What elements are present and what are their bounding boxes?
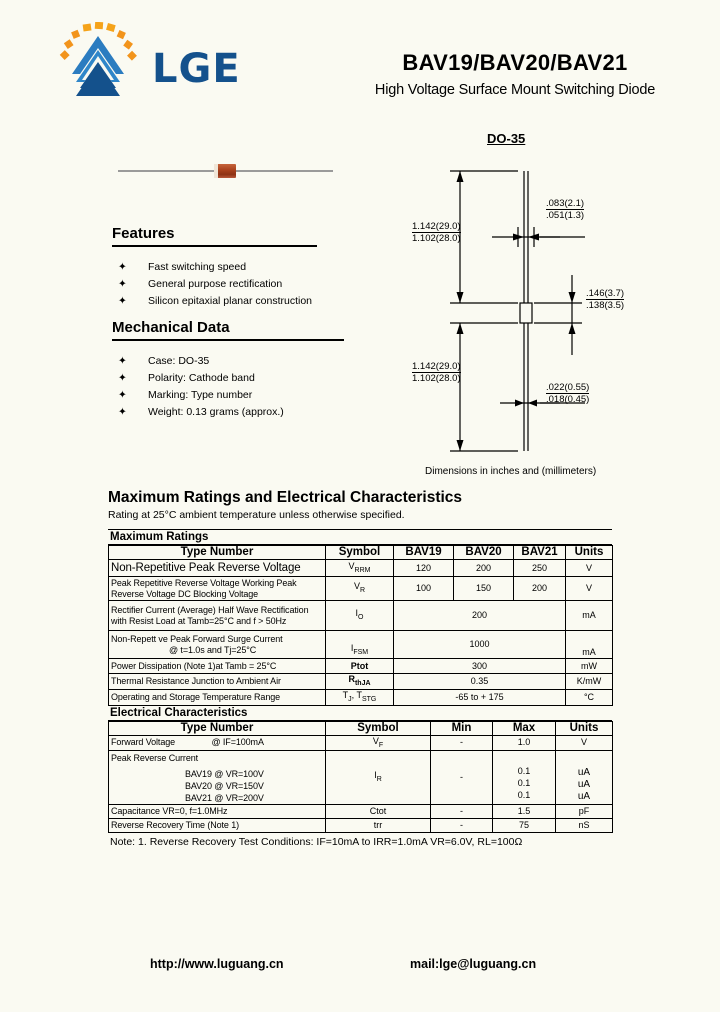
package-label: DO-35 — [487, 131, 526, 146]
title-block — [320, 50, 710, 98]
cell-symbol: $I_{FSM}$ — [326, 631, 394, 659]
diamond-bullet-icon: ✦ — [118, 261, 127, 273]
table-header-row — [109, 546, 613, 560]
mechanical-list — [112, 354, 344, 420]
cell-symbol: $I_R$ — [326, 751, 431, 805]
cell-value: 300 — [394, 659, 566, 674]
col-max: Max — [493, 721, 556, 735]
features-rule — [112, 245, 317, 247]
footnote: Note: 1. Reverse Recovery Test Conditions: IF=10mA to IRR=1.0mA VR=6.0V, RL=100Ω — [110, 836, 523, 848]
cell-description: Operating and Storage Temperature Range — [109, 689, 326, 705]
cell-description: Capacitance VR=0, f=1.0MHz — [109, 805, 326, 819]
list-item — [112, 260, 327, 275]
dimension-lead-length-bottom: 1.142(29.0) 1.102(28.0) — [412, 361, 461, 384]
col-min: Min — [431, 721, 493, 735]
diode-photo — [118, 163, 333, 179]
website-link[interactable]: http://www.luguang.cn — [150, 957, 284, 971]
list-item — [112, 405, 344, 420]
cell-value: -65 to + 175 — [394, 689, 566, 705]
page-header — [0, 0, 720, 112]
col-bav21: BAV21 — [514, 546, 566, 560]
dimension-lead-diameter: .022(0.55) .018(0.45) — [546, 382, 590, 405]
list-item-label: Weight: 0.13 grams (approx.) — [148, 406, 284, 418]
col-bav19: BAV19 — [394, 546, 454, 560]
cell-description: Peak Repetitive Reverse Voltage Working Peak Reverse Voltage DC Blocking Voltage — [109, 577, 326, 601]
col-symbol: Symbol — [326, 546, 394, 560]
table-row — [109, 659, 613, 674]
cell-bav21: 250 — [514, 560, 566, 577]
cell-description: Non-Repett ve Peak Forward Surge Current @ t=1.0s and Tj=25°C — [109, 631, 326, 659]
table-row — [109, 560, 613, 577]
dimension-lead-length-top: 1.142(29.0) 1.102(28.0) — [412, 221, 461, 244]
cell-description — [109, 751, 326, 805]
cell-condition: BAV20 @ VR=150V — [185, 781, 264, 792]
diamond-bullet-icon: ✦ — [118, 406, 127, 418]
list-item-label: Fast switching speed — [148, 261, 247, 273]
diamond-bullet-icon: ✦ — [118, 295, 127, 307]
cell-condition: @ IF=100mA — [211, 737, 264, 748]
col-bav20: BAV20 — [454, 546, 514, 560]
cell-description: Power Dissipation (Note 1)at Tamb = 25°C — [109, 659, 326, 674]
cell-symbol: Ctot — [326, 805, 431, 819]
cell-units: mW — [566, 659, 613, 674]
max-ratings-table — [108, 545, 613, 706]
cell-desc-text: Forward Voltage — [111, 737, 176, 748]
cathode-band-icon — [214, 164, 218, 178]
list-item-label: Case: DO-35 — [148, 355, 210, 367]
list-item-label: General purpose rectification — [148, 278, 283, 290]
cell-symbol: Ptot — [326, 659, 394, 674]
cell-units: mA — [566, 631, 613, 659]
cell-value: 1000 — [394, 631, 566, 659]
table-row — [109, 805, 613, 819]
part-description: High Voltage Surface Mount Switching Diode — [374, 82, 656, 99]
part-numbers: BAV19/BAV20/BAV21 — [402, 50, 628, 75]
list-item — [112, 294, 327, 309]
ratings-tables — [108, 529, 612, 833]
cell-condition: BAV19 @ VR=100V — [185, 769, 264, 780]
cell-description: Rectifier Current (Average) Half Wave Rectification with Resist Load at Tamb=25°C and f > 50Hz — [109, 601, 326, 631]
list-item — [112, 371, 344, 386]
cell-condition: BAV21 @ VR=200V — [185, 793, 264, 804]
cell-min: - — [431, 805, 493, 819]
table-row — [109, 631, 613, 659]
mechanical-heading: Mechanical Data — [112, 319, 230, 336]
cell-max: 1.0 — [493, 735, 556, 751]
cell-units: uA uA uA — [556, 751, 613, 805]
email-link[interactable]: mail:lge@luguang.cn — [410, 957, 537, 971]
cell-units: V — [556, 735, 613, 751]
cell-max: 0.1 0.1 0.1 — [493, 751, 556, 805]
cell-description: Reverse Recovery Time (Note 1) — [109, 819, 326, 833]
cell-bav20: 200 — [454, 560, 514, 577]
mechanical-data-section — [112, 319, 344, 422]
cell-units: pF — [556, 805, 613, 819]
cell-symbol: trr — [326, 819, 431, 833]
cell-symbol: $R_{thJA}$ — [326, 674, 394, 690]
cell-bav21: 200 — [514, 577, 566, 601]
cell-symbol: $V_{RRM}$ — [326, 560, 394, 577]
cell-symbol: $I_O$ — [326, 601, 394, 631]
cell-bav19: 100 — [394, 577, 454, 601]
cell-value: 200 — [394, 601, 566, 631]
dimension-units-note: Dimensions in inches and (millimeters) — [425, 466, 597, 477]
diamond-bullet-icon: ✦ — [118, 389, 127, 401]
cell-bav20: 150 — [454, 577, 514, 601]
cell-units: °C — [566, 689, 613, 705]
cell-description: Non-Repetitive Peak Reverse Voltage — [109, 560, 326, 577]
list-item — [112, 354, 344, 369]
cell-units: K/mW — [566, 674, 613, 690]
dimension-body-length: .146(3.7) .138(3.5) — [586, 288, 625, 311]
list-item — [112, 388, 344, 403]
list-item-label: Silicon epitaxial planar construction — [148, 295, 313, 307]
cell-min: - — [431, 735, 493, 751]
cell-description: Thermal Resistance Junction to Ambient Air — [109, 674, 326, 690]
table-row — [109, 601, 613, 631]
cell-description — [109, 735, 326, 751]
list-item — [112, 277, 327, 292]
cell-bav19: 120 — [394, 560, 454, 577]
col-units: Units — [556, 721, 613, 735]
diamond-bullet-icon: ✦ — [118, 355, 127, 367]
cell-max: 75 — [493, 819, 556, 833]
col-type-number: Type Number — [109, 546, 326, 560]
electrical-characteristics-table — [108, 721, 613, 834]
cell-min: - — [431, 819, 493, 833]
table-row — [109, 577, 613, 601]
cell-symbol: $T_J$, $T_{STG}$ — [326, 689, 394, 705]
brand-logo — [58, 22, 288, 100]
lge-mountain-logo-icon — [58, 22, 146, 100]
table-row — [109, 674, 613, 690]
cell-value: 0.35 — [394, 674, 566, 690]
cell-units: V — [566, 560, 613, 577]
col-units: Units — [566, 546, 613, 560]
cell-min: - — [431, 751, 493, 805]
diamond-bullet-icon: ✦ — [118, 372, 127, 384]
brand-name: LGE — [152, 46, 241, 92]
table-row — [109, 751, 613, 805]
col-symbol: Symbol — [326, 721, 431, 735]
cell-max: 1.5 — [493, 805, 556, 819]
cell-symbol: $V_F$ — [326, 735, 431, 751]
table-row — [109, 819, 613, 833]
features-heading: Features — [112, 225, 175, 242]
diamond-bullet-icon: ✦ — [118, 278, 127, 290]
max-ratings-group-label: Maximum Ratings — [108, 529, 612, 545]
list-item-label: Marking: Type number — [148, 389, 253, 401]
cell-desc-text: Peak Reverse Current — [111, 753, 199, 764]
ratings-section-subtitle: Rating at 25°C ambient temperature unless otherwise specified. — [108, 509, 405, 521]
electrical-group-label: Electrical Characteristics — [108, 706, 612, 721]
list-item-label: Polarity: Cathode band — [148, 372, 255, 384]
cell-units: nS — [556, 819, 613, 833]
mechanical-rule — [112, 339, 344, 341]
cell-units: V — [566, 577, 613, 601]
features-list — [112, 260, 327, 309]
table-header-row — [109, 721, 613, 735]
ratings-section-title: Maximum Ratings and Electrical Characteristics — [108, 489, 463, 506]
cell-units: mA — [566, 601, 613, 631]
table-row — [109, 735, 613, 751]
col-type-number: Type Number — [109, 721, 326, 735]
table-row — [109, 689, 613, 705]
dimension-body-diameter: .083(2.1) .051(1.3) — [546, 198, 585, 221]
cell-symbol: $V_R$ — [326, 577, 394, 601]
features-section — [112, 225, 327, 311]
